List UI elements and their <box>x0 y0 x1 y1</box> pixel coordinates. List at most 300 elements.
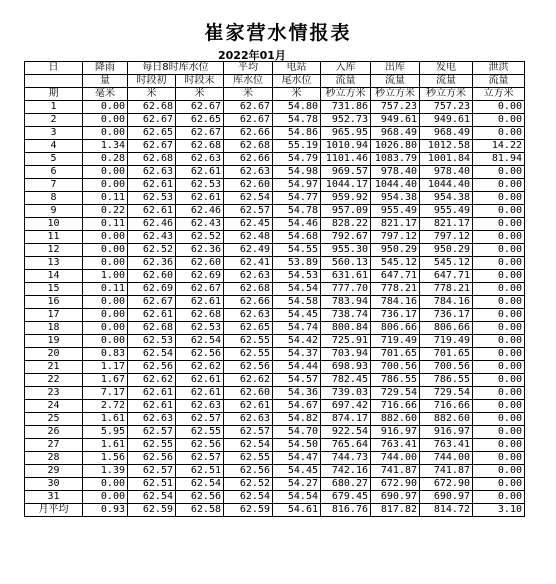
value-cell: 62.61 <box>128 205 176 218</box>
day-cell: 11 <box>25 231 83 244</box>
value-cell: 690.97 <box>420 491 473 504</box>
header-unit-tail: 米 <box>273 88 321 101</box>
value-cell: 800.84 <box>321 322 371 335</box>
value-cell: 54.44 <box>273 361 321 374</box>
value-cell: 741.87 <box>371 465 420 478</box>
value-cell: 62.62 <box>176 361 224 374</box>
value-cell: 736.17 <box>420 309 473 322</box>
value-cell: 62.53 <box>176 179 224 192</box>
value-cell: 729.54 <box>371 387 420 400</box>
value-cell: 62.65 <box>224 322 273 335</box>
value-cell: 882.60 <box>371 413 420 426</box>
value-cell: 922.54 <box>321 426 371 439</box>
value-cell: 62.62 <box>128 374 176 387</box>
header-inflow-2: 流量 <box>321 75 371 88</box>
table-row <box>25 231 525 244</box>
header-period-end: 时段末 <box>176 75 224 88</box>
value-cell: 782.45 <box>321 374 371 387</box>
day-cell: 4 <box>25 140 83 153</box>
day-cell: 7 <box>25 179 83 192</box>
value-cell: 647.71 <box>371 270 420 283</box>
value-cell: 806.66 <box>371 322 420 335</box>
report-date: 2022年01月 <box>218 49 286 62</box>
footer-cell: 0.93 <box>83 504 128 517</box>
value-cell: 0.00 <box>83 335 128 348</box>
value-cell: 1.34 <box>83 140 128 153</box>
value-cell: 0.00 <box>473 413 525 426</box>
value-cell: 62.61 <box>128 179 176 192</box>
value-cell: 0.00 <box>83 322 128 335</box>
value-cell: 62.56 <box>176 439 224 452</box>
day-cell: 18 <box>25 322 83 335</box>
value-cell: 54.97 <box>273 179 321 192</box>
value-cell: 0.00 <box>83 166 128 179</box>
value-cell: 62.69 <box>128 283 176 296</box>
value-cell: 716.66 <box>371 400 420 413</box>
value-cell: 0.00 <box>473 452 525 465</box>
footer-cell: 54.61 <box>273 504 321 517</box>
value-cell: 0.00 <box>473 374 525 387</box>
table-row <box>25 322 525 335</box>
value-cell: 0.00 <box>473 101 525 114</box>
day-cell: 21 <box>25 361 83 374</box>
day-cell: 6 <box>25 166 83 179</box>
value-cell: 744.73 <box>321 452 371 465</box>
value-cell: 828.22 <box>321 218 371 231</box>
value-cell: 62.66 <box>224 153 273 166</box>
value-cell: 54.53 <box>273 270 321 283</box>
day-cell: 27 <box>25 439 83 452</box>
value-cell: 786.55 <box>371 374 420 387</box>
value-cell: 1044.40 <box>420 179 473 192</box>
table-row <box>25 478 525 491</box>
value-cell: 0.00 <box>83 114 128 127</box>
header-period-start: 时段初 <box>128 75 176 88</box>
value-cell: 916.97 <box>371 426 420 439</box>
value-cell: 54.27 <box>273 478 321 491</box>
value-cell: 62.61 <box>176 374 224 387</box>
value-cell: 0.00 <box>83 257 128 270</box>
value-cell: 62.61 <box>128 400 176 413</box>
value-cell: 62.46 <box>176 205 224 218</box>
value-cell: 62.63 <box>128 413 176 426</box>
value-cell: 969.57 <box>321 166 371 179</box>
value-cell: 62.57 <box>128 426 176 439</box>
value-cell: 0.11 <box>83 192 128 205</box>
table-row <box>25 218 525 231</box>
value-cell: 0.00 <box>473 426 525 439</box>
table-row <box>25 361 525 374</box>
value-cell: 62.43 <box>176 218 224 231</box>
value-cell: 821.17 <box>371 218 420 231</box>
footer-cell: 817.82 <box>371 504 420 517</box>
value-cell: 54.79 <box>273 153 321 166</box>
value-cell: 54.36 <box>273 387 321 400</box>
value-cell: 62.67 <box>128 140 176 153</box>
table-row <box>25 114 525 127</box>
value-cell: 62.48 <box>224 231 273 244</box>
table-row <box>25 452 525 465</box>
value-cell: 54.86 <box>273 127 321 140</box>
value-cell: 62.60 <box>176 257 224 270</box>
value-cell: 62.63 <box>224 270 273 283</box>
value-cell: 698.93 <box>321 361 371 374</box>
value-cell: 697.42 <box>321 400 371 413</box>
value-cell: 62.60 <box>224 387 273 400</box>
value-cell: 1012.58 <box>420 140 473 153</box>
value-cell: 0.00 <box>473 283 525 296</box>
footer-cell: 62.58 <box>176 504 224 517</box>
value-cell: 54.58 <box>273 296 321 309</box>
header-row-3 <box>25 88 525 101</box>
value-cell: 978.40 <box>371 166 420 179</box>
value-cell: 757.23 <box>371 101 420 114</box>
value-cell: 0.00 <box>473 491 525 504</box>
value-cell: 54.68 <box>273 231 321 244</box>
value-cell: 725.91 <box>321 335 371 348</box>
value-cell: 949.61 <box>371 114 420 127</box>
value-cell: 62.63 <box>176 400 224 413</box>
value-cell: 62.54 <box>176 335 224 348</box>
value-cell: 954.38 <box>371 192 420 205</box>
footer-cell: 62.59 <box>224 504 273 517</box>
value-cell: 54.45 <box>273 465 321 478</box>
table-row <box>25 309 525 322</box>
footer-cell: 816.76 <box>321 504 371 517</box>
value-cell: 792.67 <box>321 231 371 244</box>
value-cell: 62.55 <box>128 439 176 452</box>
header-unit-flood: 立方米 <box>473 88 525 101</box>
value-cell: 0.00 <box>473 231 525 244</box>
day-cell: 13 <box>25 257 83 270</box>
value-cell: 0.00 <box>473 179 525 192</box>
value-cell: 62.55 <box>176 426 224 439</box>
value-cell: 0.83 <box>83 348 128 361</box>
value-cell: 1044.40 <box>371 179 420 192</box>
header-power: 发电 <box>420 62 473 75</box>
value-cell: 965.95 <box>321 127 371 140</box>
value-cell: 916.97 <box>420 426 473 439</box>
value-cell: 545.12 <box>371 257 420 270</box>
value-cell: 700.56 <box>371 361 420 374</box>
value-cell: 0.00 <box>473 309 525 322</box>
day-cell: 25 <box>25 413 83 426</box>
header-row-1 <box>25 62 525 75</box>
value-cell: 957.09 <box>321 205 371 218</box>
value-cell: 968.49 <box>420 127 473 140</box>
value-cell: 62.45 <box>224 218 273 231</box>
value-cell: 54.54 <box>273 491 321 504</box>
table-row <box>25 374 525 387</box>
value-cell: 679.45 <box>321 491 371 504</box>
value-cell: 955.49 <box>420 205 473 218</box>
header-outflow: 出库 <box>371 62 420 75</box>
value-cell: 0.00 <box>473 387 525 400</box>
table-row <box>25 179 525 192</box>
value-cell: 1026.80 <box>371 140 420 153</box>
value-cell: 62.51 <box>176 465 224 478</box>
table-row <box>25 153 525 166</box>
value-cell: 62.67 <box>128 296 176 309</box>
value-cell: 0.00 <box>473 244 525 257</box>
value-cell: 0.00 <box>473 166 525 179</box>
value-cell: 62.55 <box>224 452 273 465</box>
header-station: 电站 <box>273 62 321 75</box>
value-cell: 0.00 <box>473 270 525 283</box>
value-cell: 680.27 <box>321 478 371 491</box>
value-cell: 62.52 <box>128 244 176 257</box>
value-cell: 62.41 <box>224 257 273 270</box>
value-cell: 62.63 <box>224 413 273 426</box>
value-cell: 62.63 <box>224 166 273 179</box>
value-cell: 731.86 <box>321 101 371 114</box>
value-cell: 1.39 <box>83 465 128 478</box>
header-row-2 <box>25 75 525 88</box>
value-cell: 62.68 <box>176 309 224 322</box>
value-cell: 950.29 <box>420 244 473 257</box>
value-cell: 62.63 <box>224 309 273 322</box>
value-cell: 821.17 <box>420 218 473 231</box>
value-cell: 62.57 <box>224 205 273 218</box>
report-title: 崔家营水情报表 <box>204 22 352 44</box>
value-cell: 54.80 <box>273 101 321 114</box>
table-row <box>25 283 525 296</box>
value-cell: 54.57 <box>273 374 321 387</box>
table-row <box>25 439 525 452</box>
table-row <box>25 257 525 270</box>
value-cell: 62.36 <box>128 257 176 270</box>
value-cell: 0.22 <box>83 205 128 218</box>
value-cell: 0.00 <box>473 465 525 478</box>
value-cell: 62.68 <box>128 322 176 335</box>
header-outflow-2: 流量 <box>371 75 420 88</box>
value-cell: 0.00 <box>83 127 128 140</box>
header-tail-level: 尾水位 <box>273 75 321 88</box>
day-cell: 30 <box>25 478 83 491</box>
value-cell: 54.45 <box>273 309 321 322</box>
table-row <box>25 192 525 205</box>
value-cell: 1.61 <box>83 413 128 426</box>
header-unit-outflow: 秒立方米 <box>371 88 420 101</box>
value-cell: 53.89 <box>273 257 321 270</box>
value-cell: 647.71 <box>420 270 473 283</box>
value-cell: 62.54 <box>224 491 273 504</box>
value-cell: 560.13 <box>321 257 371 270</box>
value-cell: 54.70 <box>273 426 321 439</box>
value-cell: 741.87 <box>420 465 473 478</box>
value-cell: 744.00 <box>420 452 473 465</box>
value-cell: 62.54 <box>176 478 224 491</box>
value-cell: 742.16 <box>321 465 371 478</box>
value-cell: 62.52 <box>224 478 273 491</box>
value-cell: 2.72 <box>83 400 128 413</box>
value-cell: 62.68 <box>224 140 273 153</box>
day-cell: 12 <box>25 244 83 257</box>
value-cell: 738.74 <box>321 309 371 322</box>
table-row <box>25 166 525 179</box>
value-cell: 14.22 <box>473 140 525 153</box>
header-inflow: 入库 <box>321 62 371 75</box>
table-row <box>25 296 525 309</box>
header-unit-inflow: 秒立方米 <box>321 88 371 101</box>
value-cell: 797.12 <box>371 231 420 244</box>
value-cell: 978.40 <box>420 166 473 179</box>
value-cell: 765.64 <box>321 439 371 452</box>
value-cell: 62.36 <box>176 244 224 257</box>
value-cell: 950.29 <box>371 244 420 257</box>
value-cell: 0.00 <box>473 478 525 491</box>
value-cell: 62.54 <box>224 439 273 452</box>
value-cell: 62.61 <box>176 387 224 400</box>
value-cell: 955.49 <box>371 205 420 218</box>
day-cell: 31 <box>25 491 83 504</box>
value-cell: 1.00 <box>83 270 128 283</box>
value-cell: 62.63 <box>176 153 224 166</box>
value-cell: 0.00 <box>473 348 525 361</box>
day-cell: 5 <box>25 153 83 166</box>
value-cell: 757.23 <box>420 101 473 114</box>
value-cell: 54.78 <box>273 114 321 127</box>
value-cell: 62.54 <box>128 491 176 504</box>
day-cell: 1 <box>25 101 83 114</box>
value-cell: 882.60 <box>420 413 473 426</box>
value-cell: 7.17 <box>83 387 128 400</box>
table-row <box>25 335 525 348</box>
value-cell: 62.67 <box>128 114 176 127</box>
value-cell: 0.00 <box>83 491 128 504</box>
value-cell: 62.56 <box>224 361 273 374</box>
table-row <box>25 400 525 413</box>
value-cell: 0.11 <box>83 218 128 231</box>
value-cell: 783.94 <box>321 296 371 309</box>
value-cell: 949.61 <box>420 114 473 127</box>
day-cell: 14 <box>25 270 83 283</box>
value-cell: 54.37 <box>273 348 321 361</box>
table-row <box>25 465 525 478</box>
value-cell: 62.68 <box>176 140 224 153</box>
table-body <box>25 101 525 504</box>
value-cell: 797.12 <box>420 231 473 244</box>
day-cell: 26 <box>25 426 83 439</box>
value-cell: 700.56 <box>420 361 473 374</box>
day-cell: 3 <box>25 127 83 140</box>
value-cell: 0.00 <box>83 179 128 192</box>
value-cell: 0.00 <box>473 192 525 205</box>
value-cell: 739.03 <box>321 387 371 400</box>
value-cell: 806.66 <box>420 322 473 335</box>
value-cell: 62.65 <box>128 127 176 140</box>
value-cell: 0.00 <box>473 218 525 231</box>
value-cell: 62.53 <box>128 335 176 348</box>
header-unit-start: 米 <box>128 88 176 101</box>
value-cell: 952.73 <box>321 114 371 127</box>
header-flood: 泄洪 <box>473 62 525 75</box>
value-cell: 62.52 <box>176 231 224 244</box>
table-row <box>25 413 525 426</box>
value-cell: 716.66 <box>420 400 473 413</box>
value-cell: 55.19 <box>273 140 321 153</box>
header-rainfall: 降雨 <box>83 62 128 75</box>
value-cell: 62.67 <box>224 114 273 127</box>
day-cell: 2 <box>25 114 83 127</box>
table-row <box>25 127 525 140</box>
value-cell: 62.56 <box>176 348 224 361</box>
water-report-table <box>24 61 525 517</box>
day-cell: 16 <box>25 296 83 309</box>
value-cell: 672.90 <box>371 478 420 491</box>
table-row <box>25 140 525 153</box>
value-cell: 763.41 <box>420 439 473 452</box>
value-cell: 54.50 <box>273 439 321 452</box>
header-unit-avg: 米 <box>224 88 273 101</box>
value-cell: 0.00 <box>473 114 525 127</box>
header-power-2: 流量 <box>420 75 473 88</box>
value-cell: 0.00 <box>473 127 525 140</box>
header-unit-power: 秒立方米 <box>420 88 473 101</box>
value-cell: 62.57 <box>224 426 273 439</box>
value-cell: 1.56 <box>83 452 128 465</box>
value-cell: 62.49 <box>224 244 273 257</box>
value-cell: 0.00 <box>83 244 128 257</box>
monthly-average-row <box>25 504 525 517</box>
value-cell: 62.67 <box>224 101 273 114</box>
value-cell: 690.97 <box>371 491 420 504</box>
value-cell: 959.92 <box>321 192 371 205</box>
value-cell: 54.74 <box>273 322 321 335</box>
value-cell: 62.68 <box>128 153 176 166</box>
value-cell: 736.17 <box>371 309 420 322</box>
table-row <box>25 426 525 439</box>
table-row <box>25 101 525 114</box>
value-cell: 729.54 <box>420 387 473 400</box>
value-cell: 62.62 <box>224 374 273 387</box>
table-row <box>25 491 525 504</box>
day-cell: 10 <box>25 218 83 231</box>
value-cell: 1.17 <box>83 361 128 374</box>
value-cell: 0.00 <box>83 309 128 322</box>
value-cell: 62.55 <box>224 348 273 361</box>
value-cell: 763.41 <box>371 439 420 452</box>
table-row <box>25 387 525 400</box>
value-cell: 62.57 <box>128 465 176 478</box>
value-cell: 62.61 <box>128 387 176 400</box>
value-cell: 54.42 <box>273 335 321 348</box>
day-cell: 9 <box>25 205 83 218</box>
value-cell: 719.49 <box>420 335 473 348</box>
value-cell: 545.12 <box>420 257 473 270</box>
value-cell: 62.55 <box>224 335 273 348</box>
value-cell: 777.70 <box>321 283 371 296</box>
value-cell: 62.60 <box>224 179 273 192</box>
header-rainfall-2: 量 <box>83 75 128 88</box>
table-row <box>25 244 525 257</box>
value-cell: 701.65 <box>420 348 473 361</box>
day-cell: 29 <box>25 465 83 478</box>
header-reservoir-level: 库水位 <box>224 75 273 88</box>
value-cell: 968.49 <box>371 127 420 140</box>
value-cell: 54.46 <box>273 218 321 231</box>
value-cell: 62.61 <box>176 166 224 179</box>
header-unit-end: 米 <box>176 88 224 101</box>
value-cell: 0.11 <box>83 283 128 296</box>
day-cell: 8 <box>25 192 83 205</box>
value-cell: 5.95 <box>83 426 128 439</box>
value-cell: 54.67 <box>273 400 321 413</box>
value-cell: 0.00 <box>83 478 128 491</box>
value-cell: 54.55 <box>273 244 321 257</box>
footer-label: 月平均 <box>25 504 83 517</box>
value-cell: 1.67 <box>83 374 128 387</box>
